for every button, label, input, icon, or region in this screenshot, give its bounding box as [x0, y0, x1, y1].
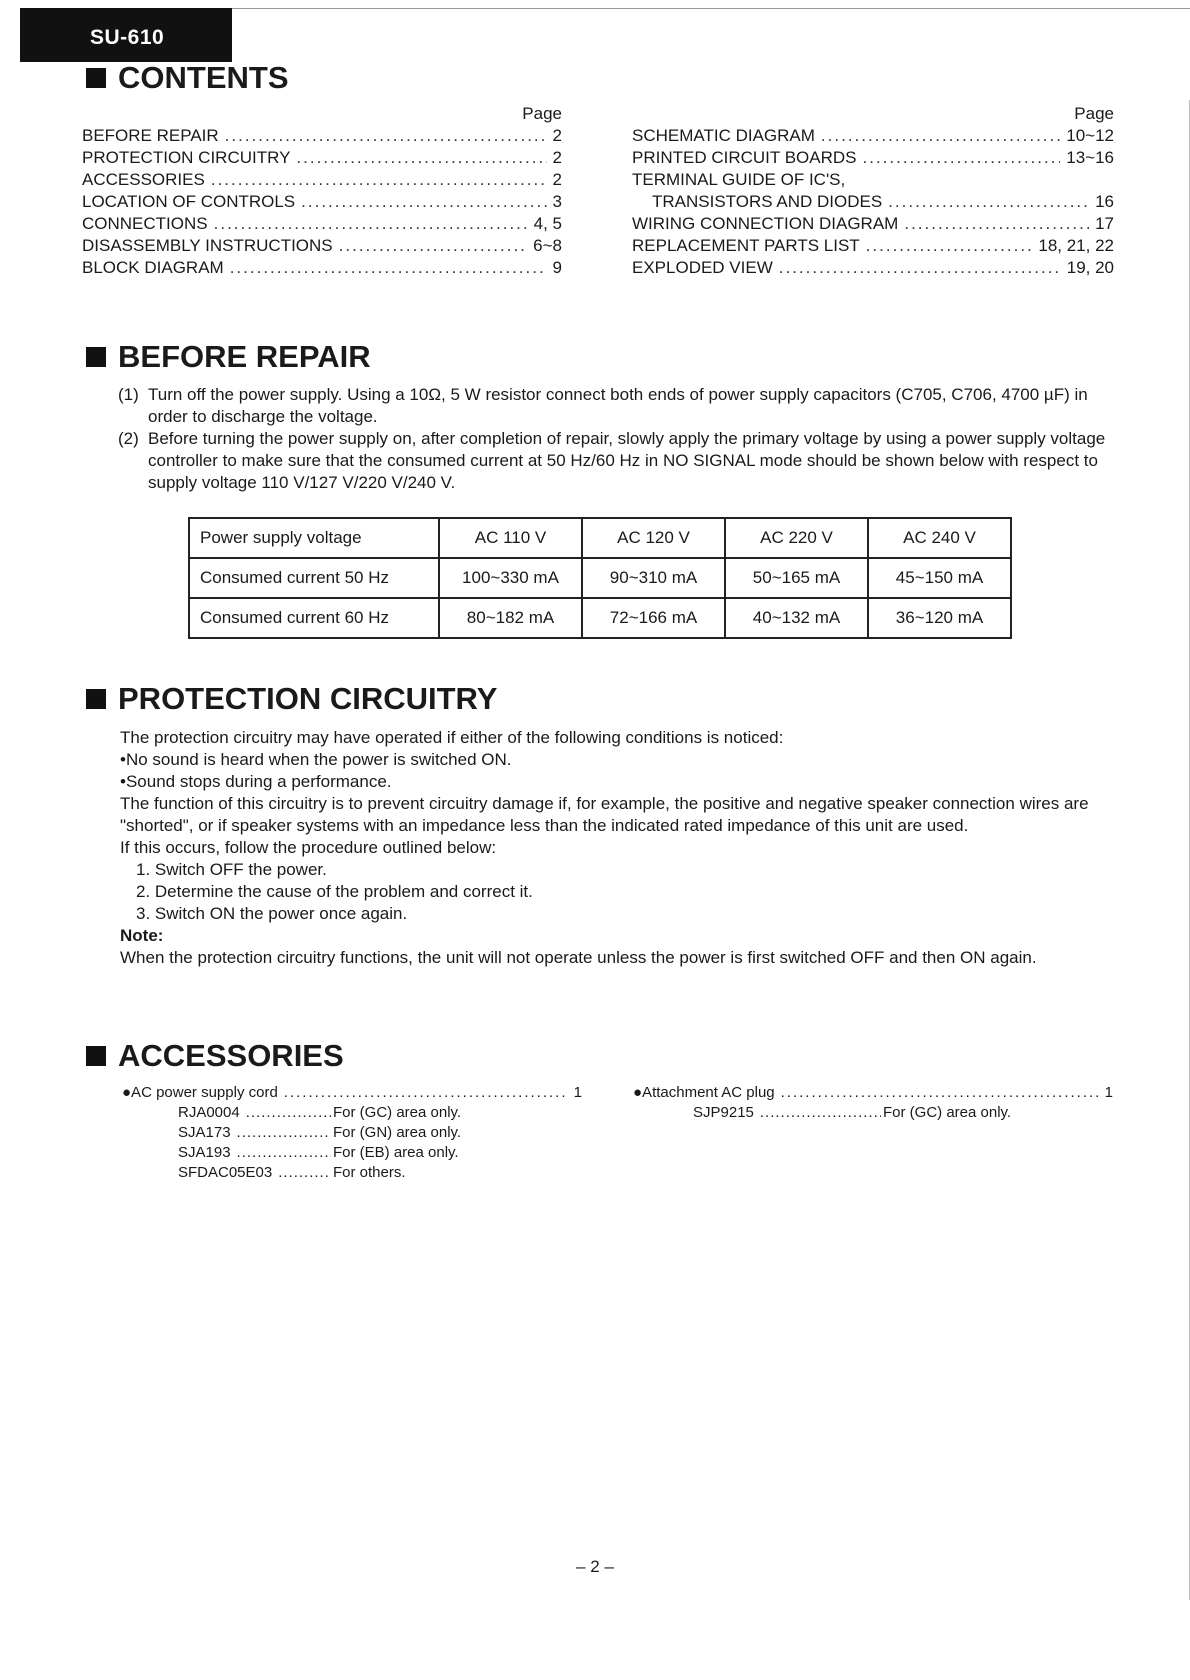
accessory-part: SFDAC05E03 ..... For others.: [122, 1163, 582, 1183]
toc-entry[interactable]: DISASSEMBLY INSTRUCTIONS ..... 6~8: [82, 235, 562, 257]
accessory-part: SJA193 ..... For (EB) area only.: [122, 1143, 582, 1163]
accessory-part: SJA173 ..... For (GN) area only.: [122, 1123, 582, 1143]
toc-entry[interactable]: ACCESSORIES ..... 2: [82, 169, 562, 191]
section-bullet-icon: [86, 1046, 106, 1066]
table-row: [189, 558, 1011, 598]
section-bullet-icon: [86, 689, 106, 709]
table-row: [189, 518, 1011, 558]
toc-entry[interactable]: PROTECTION CIRCUITRY ..... 2: [82, 147, 562, 169]
accessory-cord: [122, 1083, 582, 1183]
toc-entry[interactable]: WIRING CONNECTION DIAGRAM ..... 17: [632, 213, 1114, 235]
procedure-intro: If this occurs, follow the procedure outlined below:: [120, 838, 497, 857]
accessory-item: ●AC power supply cord ..... 1: [122, 1083, 582, 1103]
before-repair-title: BEFORE REPAIR: [118, 339, 371, 374]
contents-heading: [86, 60, 289, 96]
table-cell: 80~182 mA: [439, 598, 582, 638]
table-cell: 40~132 mA: [725, 598, 868, 638]
accessories-heading: [86, 1038, 344, 1074]
procedure-steps: [120, 859, 1135, 925]
table-cell: 45~150 mA: [868, 558, 1011, 598]
accessory-plug: [633, 1083, 1113, 1123]
table-header-cell: AC 120 V: [582, 518, 725, 558]
toc-entry[interactable]: SCHEMATIC DIAGRAM ..... 10~12: [632, 125, 1114, 147]
table-header-cell: AC 240 V: [868, 518, 1011, 558]
consumed-current-table: [188, 517, 1012, 639]
table-row: [189, 598, 1011, 638]
table-cell: Consumed current 60 Hz: [189, 598, 439, 638]
protection-body: [120, 727, 1135, 969]
table-cell: 50~165 mA: [725, 558, 868, 598]
accessory-part: RJA0004 ..... For (GC) area only.: [122, 1103, 582, 1123]
toc-entry-heading[interactable]: TERMINAL GUIDE OF IC'S,: [632, 170, 846, 189]
table-cell: 90~310 mA: [582, 558, 725, 598]
top-rule: [232, 8, 1190, 9]
protection-bullet: •No sound is heard when the power is switched ON.: [120, 750, 512, 769]
accessory-item: ●Attachment AC plug ..... 1: [633, 1083, 1113, 1103]
toc-page-header: Page: [522, 104, 562, 123]
note-text: When the protection circuitry functions, the unit will not operate unless the power is first switched OFF and then ON again.: [120, 948, 1037, 967]
protection-intro: The protection circuitry may have operated if either of the following conditions is noticed:: [120, 728, 784, 747]
section-bullet-icon: [86, 68, 106, 88]
toc-entry[interactable]: BEFORE REPAIR ..... 2: [82, 125, 562, 147]
table-header-cell: AC 220 V: [725, 518, 868, 558]
toc-entry[interactable]: BLOCK DIAGRAM ..... 9: [82, 257, 562, 279]
before-repair-steps: [118, 384, 1130, 494]
protection-function: The function of this circuitry is to prevent circuitry damage if, for example, the positive and negative speaker connection wires are "shorted", or if speaker systems with an impedance less than the indicated rated impedance of this unit are used.: [120, 794, 1089, 835]
table-cell: 100~330 mA: [439, 558, 582, 598]
contents-title: CONTENTS: [118, 60, 289, 95]
table-header-cell: AC 110 V: [439, 518, 582, 558]
procedure-step: 3. Switch ON the power once again.: [136, 904, 408, 923]
toc-entry[interactable]: PRINTED CIRCUIT BOARDS ..... 13~16: [632, 147, 1114, 169]
accessory-part: SJP9215 ..... For (GC) area only.: [633, 1103, 1113, 1123]
toc-entry[interactable]: EXPLODED VIEW ..... 19, 20: [632, 257, 1114, 279]
toc-page-header: Page: [1074, 104, 1114, 123]
table-cell: 36~120 mA: [868, 598, 1011, 638]
toc-right: [632, 103, 1114, 279]
section-bullet-icon: [86, 347, 106, 367]
page-number: – 2 –: [576, 1557, 614, 1576]
toc-entry[interactable]: LOCATION OF CONTROLS ..... 3: [82, 191, 562, 213]
table-cell: Consumed current 50 Hz: [189, 558, 439, 598]
toc-left: [82, 103, 562, 279]
protection-bullet: •Sound stops during a performance.: [120, 772, 392, 791]
protection-title: PROTECTION CIRCUITRY: [118, 681, 498, 716]
toc-entry[interactable]: CONNECTIONS ..... 4, 5: [82, 213, 562, 235]
model-tab: [20, 8, 232, 62]
table-cell: 72~166 mA: [582, 598, 725, 638]
table-cell: Power supply voltage: [189, 518, 439, 558]
before-repair-heading: [86, 339, 371, 375]
toc-entry[interactable]: REPLACEMENT PARTS LIST ..... 18, 21, 22: [632, 235, 1114, 257]
protection-heading: [86, 681, 497, 717]
note-label: Note:: [120, 926, 164, 945]
model-number: SU-610: [90, 26, 165, 49]
toc-entry[interactable]: TRANSISTORS AND DIODES ..... 16: [632, 191, 1114, 213]
procedure-step: 2. Determine the cause of the problem and correct it.: [136, 882, 533, 901]
repair-step: (2) Before turning the power supply on, after completion of repair, slowly apply the primary voltage by using a power supply voltage controller to make sure that the consumed current at 50 Hz/60 Hz in NO SIGNAL mode should be shown below with respect to supply voltage 110 V/127 V/220 V/240 V.: [118, 429, 1106, 492]
repair-step: (1) Turn off the power supply. Using a 10Ω, 5 W resistor connect both ends of power supply capacitors (C705, C706, 4700 µF) in order to discharge the voltage.: [118, 385, 1088, 426]
accessories-title: ACCESSORIES: [118, 1038, 344, 1073]
procedure-step: 1. Switch OFF the power.: [136, 860, 327, 879]
